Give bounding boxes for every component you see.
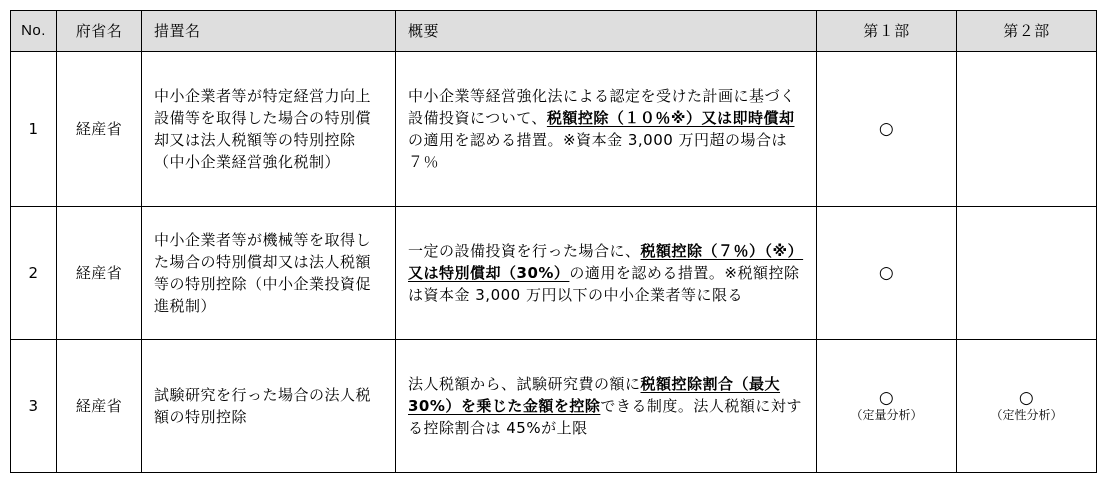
summary-highlight: 税額控除（１０％※）又は即時償却 [546,109,795,127]
summary-highlight: 税額控除割合（最大 30%）を乗じた金額を控除 [408,375,781,415]
header-ministry: 府省名 [57,11,142,52]
check-circle-mark: ○ [1018,388,1035,408]
summary-text: 中小企業等経営強化法による認定を受けた計画に基づく設備投資について、 [408,87,796,127]
row-ministry: 経産省 [57,207,142,340]
row-measure: 中小企業者等が機械等を取得した場合の特別償却又は法人税額等の特別控除（中小企業投資促進税制） [142,207,396,340]
summary-text: できる制度。法人税額に対する控除割合は 45%が上限 [408,397,802,437]
row-part1 [817,340,957,473]
row-ministry: 経産省 [57,52,142,207]
row-summary [396,52,817,207]
table-row [11,52,1097,207]
summary-highlight: 税額控除（７％）（※）又は特別償却（30%） [408,242,804,282]
row-summary [396,340,817,473]
row-part2 [957,340,1097,473]
row-part2 [957,52,1097,207]
header-no: No. [11,11,57,52]
row-ministry: 経産省 [57,340,142,473]
row-part1 [817,52,957,207]
header-part1: 第１部 [817,11,957,52]
tax-measures-table [10,10,1097,473]
row-part2 [957,207,1097,340]
header-part2: 第２部 [957,11,1097,52]
part2-label: （定性分析） [990,408,1063,422]
row-measure: 中小企業者等が特定経営力向上設備等を取得した場合の特別償却又は法人税額等の特別控除（中小企業経営強化税制） [142,52,396,207]
header-summary: 概要 [396,11,817,52]
summary-text: 法人税額から、試験研究費の額に [408,375,641,393]
summary-text: の適用を認める措置。※税額控除は資本金 3,000 万円以下の中小企業者等に限る [408,264,800,304]
check-circle-mark: ○ [878,119,895,139]
part1-label: （定量分析） [850,408,923,422]
row-part1 [817,207,957,340]
row-no: 1 [11,52,57,207]
row-summary [396,207,817,340]
row-no: 2 [11,207,57,340]
summary-text: 一定の設備投資を行った場合に、 [408,242,641,260]
header-row [11,11,1097,52]
check-circle-mark: ○ [878,263,895,283]
table-row [11,207,1097,340]
row-no: 3 [11,340,57,473]
check-circle-mark: ○ [878,388,895,408]
header-measure: 措置名 [142,11,396,52]
row-measure: 試験研究を行った場合の法人税額の特別控除 [142,340,396,473]
summary-text: の適用を認める措置。※資本金 3,000 万円超の場合は７％ [408,131,788,171]
table-row [11,340,1097,473]
